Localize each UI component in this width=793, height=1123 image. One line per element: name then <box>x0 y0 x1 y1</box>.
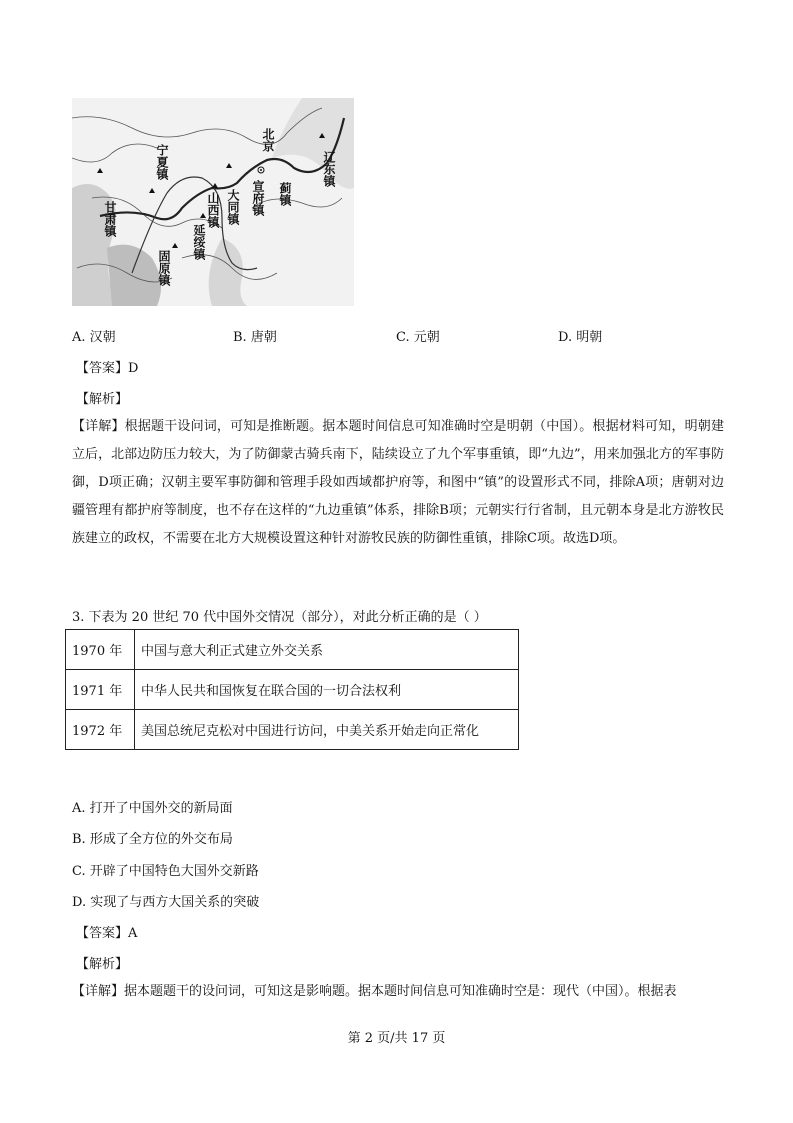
q3-detail-text: 据本题题干的设问词，可知这是影响题。据本题时间信息可知准确时空是：现代（中国）。根据表 <box>124 984 677 999</box>
map-label-ningxia: 宁夏镇 <box>155 144 169 180</box>
map-label-gansu: 甘肃镇 <box>103 201 117 237</box>
map-label-datong: 大同镇 <box>226 189 240 225</box>
q2-option-b: B. 唐朝 <box>233 330 277 345</box>
q3-option-c: C. 开辟了中国特色大国外交新路 <box>72 864 259 879</box>
q2-option-d: D. 明朝 <box>558 330 603 345</box>
q2-option-a: A. 汉朝 <box>72 330 116 345</box>
q2-answer-value: D <box>128 361 139 376</box>
map-label-ji: 蓟镇 <box>278 182 292 206</box>
q3-stem: 3. 下表为 20 世纪 70 代中国外交情况（部分），对此分析正确的是（ ） <box>72 610 487 625</box>
map-label-liaodong: 辽东镇 <box>322 151 336 187</box>
table-cell-year: 1970 年 <box>66 630 135 670</box>
q2-analysis-label: 【解析】 <box>76 392 129 407</box>
q2-option-c: C. 元朝 <box>396 330 440 345</box>
table-cell-event: 中华人民共和国恢复在联合国的一切合法权利 <box>135 670 519 710</box>
table-cell-year: 1972 年 <box>66 710 135 750</box>
q3-answer-value: A <box>128 926 138 941</box>
ming-nine-garrisons-map <box>72 98 354 306</box>
q3-analysis-label: 【解析】 <box>76 957 129 972</box>
q3-detail <box>72 978 724 1006</box>
table-row <box>66 670 519 710</box>
q3-table <box>65 629 519 750</box>
table-cell-year: 1971 年 <box>66 670 135 710</box>
map-label-xuanfu: 宣府镇 <box>251 180 265 216</box>
map-label-guyuan: 固原镇 <box>157 250 171 286</box>
q3-option-b: B. 形成了全方位的外交布局 <box>72 832 233 847</box>
q3-detail-label: 【详解】 <box>72 984 125 999</box>
map-label-shanxi: 山西镇 <box>206 192 220 228</box>
table-cell-event: 中国与意大利正式建立外交关系 <box>135 630 519 670</box>
q2-answer <box>76 357 138 376</box>
page-footer: 第 2 页/共 17 页 <box>347 1031 446 1046</box>
map-label-yansui: 延绥镇 <box>192 224 206 260</box>
q3-option-a: A. 打开了中国外交的新局面 <box>72 801 233 816</box>
table-row <box>66 710 519 750</box>
q3-answer-label: 【答案】 <box>76 926 129 941</box>
q2-detail-text: 根据题干设问词，可知是推断题。据本题时间信息可知准确时空是明朝（中国）。根据材料可知，明朝建立后，北部边防压力较大，为了防御蒙古骑兵南下，陆续设立了九个军事重镇，即“九边”，用来加强北方的军事防御，D项正确；汉朝主要军事防御和管理手段如西域都护府等，和图中“镇”的设置形式不同，排除A项；唐朝对边疆管理有都护府等制度，也不存在这样的“九边重镇”体系，排除B项；元朝实行行省制，且元朝本身是北方游牧民族建立的政权，不需要在北方大规模设置这种针对游牧民族的防御性重镇，排除C项。故选D项。 <box>72 419 724 546</box>
q3-answer <box>76 922 137 941</box>
table-cell-event: 美国总统尼克松对中国进行访问，中美关系开始走向正常化 <box>135 710 519 750</box>
q2-answer-label: 【答案】 <box>76 361 129 376</box>
map-label-beijing: 北京 <box>261 128 275 152</box>
q3-option-d: D. 实现了与西方大国关系的突破 <box>72 895 260 910</box>
table-row <box>66 630 519 670</box>
q2-detail <box>72 413 724 553</box>
q2-detail-label: 【详解】 <box>72 419 125 434</box>
